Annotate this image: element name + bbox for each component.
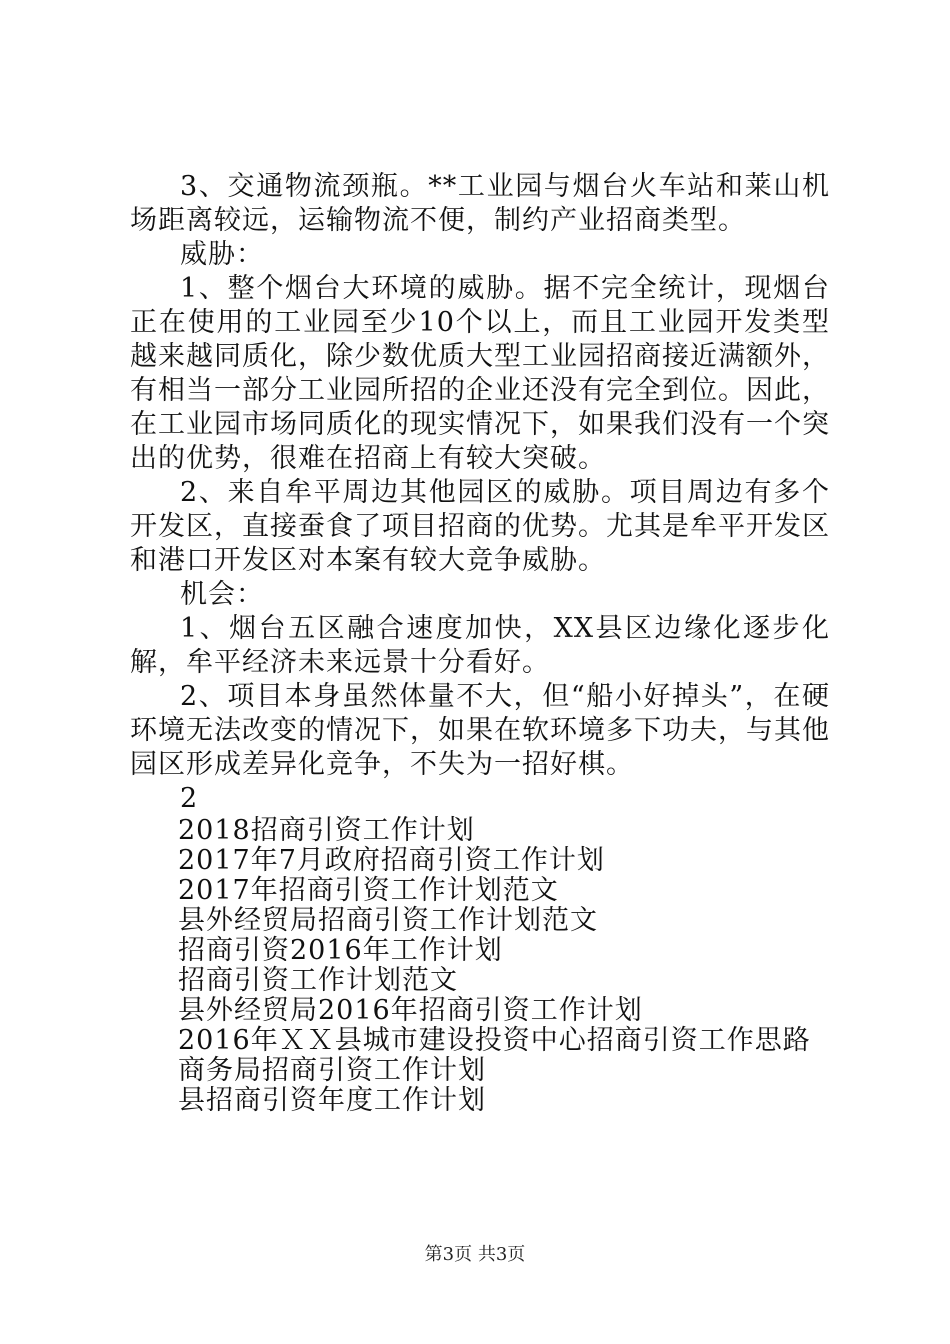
heading-threats: 威胁： [180,239,264,270]
paragraph-opportunity-2: 2、项目本身虽然体量不大，但“船小好掉头”，在硬环境无法改变的情况下，如果在软环境多下功夫，与其他园区形成差异化竞争，不失为一招好棋。 [130,681,830,780]
paragraph-threat-1: 1、整个烟台大环境的威胁。据不完全统计，现烟台正在使用的工业园至少10个以上，而且工业园开发类型越来越同质化，除少数优质大型工业园招商接近满额外，有相当一部分工业园所招的企业还没有完全到位。因此，在工业园市场同质化的现实情况下，如果我们没有一个突出的优势，很难在招商上有较大突破。 [130,273,830,474]
related-link[interactable]: 2016年ＸＸ县城市建设投资中心招商引资工作思路 [178,1025,811,1056]
paragraph-opportunity-1: 1、烟台五区融合速度加快，XX县区边缘化逐步化解，牟平经济未来远景十分看好。 [130,613,830,678]
heading-opportunities: 机会： [180,579,264,610]
related-links-list [130,816,830,1116]
related-link[interactable]: 2017年7月政府招商引资工作计划 [178,845,605,876]
paragraph-transport-bottleneck: 3、交通物流颈瓶。**工业园与烟台火车站和莱山机场距离较远，运输物流不便，制约产业招商类型。 [130,171,830,236]
related-link[interactable]: 2018招商引资工作计划 [178,815,475,846]
paragraph-threat-2: 2、来自牟平周边其他园区的威胁。项目周边有多个开发区，直接蚕食了项目招商的优势。尤其是牟平开发区和港口开发区对本案有较大竞争威胁。 [130,477,830,576]
related-link[interactable]: 县外经贸局2016年招商引资工作计划 [178,995,643,1026]
document-body [130,170,830,1116]
related-link[interactable]: 商务局招商引资工作计划 [178,1055,486,1086]
related-link[interactable]: 县招商引资年度工作计划 [178,1085,486,1116]
related-link[interactable]: 县外经贸局招商引资工作计划范文 [178,905,598,936]
related-link[interactable]: 招商引资工作计划范文 [178,965,458,996]
related-link[interactable]: 2017年招商引资工作计划范文 [178,875,559,906]
section-number: 2 [180,783,199,814]
related-link[interactable]: 招商引资2016年工作计划 [178,935,503,966]
page-footer: 第3页 共3页 [424,1244,526,1265]
